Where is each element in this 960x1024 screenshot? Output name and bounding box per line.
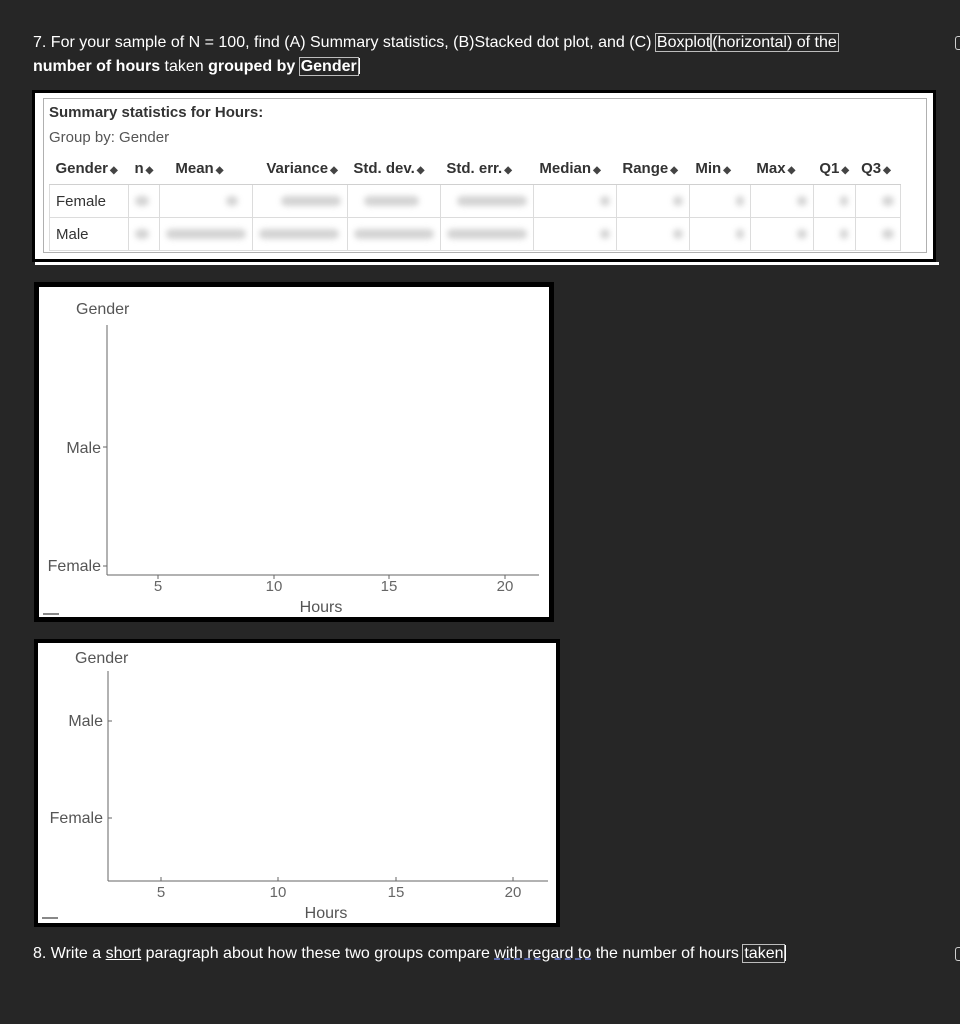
boxplot-panel xyxy=(34,639,560,927)
col-header-range[interactable]: Range ◆ xyxy=(616,152,689,185)
redacted-cell xyxy=(750,218,813,251)
dot-plot-cat-male: Male xyxy=(66,440,101,457)
redacted-cell xyxy=(129,185,160,218)
boxplot-cat-female: Female xyxy=(49,810,103,827)
boxplot-cat-male: Male xyxy=(68,713,103,730)
col-header-max[interactable]: Max ◆ xyxy=(750,152,813,185)
redacted-cell xyxy=(533,218,616,251)
col-header-std-dev[interactable]: Std. dev. ◆ xyxy=(347,152,440,185)
dot-plot-tick-label: 20 xyxy=(496,578,514,595)
dot-plot-tick-label: 15 xyxy=(380,578,398,595)
col-header-gender[interactable]: Gender ◆ xyxy=(50,152,129,185)
redacted-cell xyxy=(440,218,533,251)
boxplot-tick-label: 5 xyxy=(156,884,166,901)
redacted-cell xyxy=(616,185,689,218)
redacted-cell xyxy=(347,185,440,218)
redacted-cell xyxy=(855,185,900,218)
margin-marker-icon xyxy=(955,36,960,50)
sort-icon: ◆ xyxy=(593,164,601,176)
q8-prefix: 8. Write a xyxy=(33,945,106,962)
text-cursor xyxy=(359,58,360,74)
sort-icon: ◆ xyxy=(330,164,338,176)
redacted-cell xyxy=(533,185,616,218)
dot-plot-chart xyxy=(39,287,549,617)
summary-header-row xyxy=(50,152,901,185)
redacted-cell xyxy=(616,218,689,251)
question-8-text xyxy=(33,942,913,966)
sort-icon: ◆ xyxy=(416,164,425,176)
dot-plot-cat-female: Female xyxy=(47,558,101,575)
boxplot-tick-label: 15 xyxy=(387,884,405,901)
question-7-text xyxy=(33,31,913,79)
redacted-cell xyxy=(159,218,252,251)
table-row xyxy=(50,185,901,218)
text-cursor xyxy=(785,945,786,961)
redacted-cell xyxy=(252,185,347,218)
q7-prefix: 7. For your sample of N = 100, find (A) Summary statistics, (B)Stacked dot plot, and (C) xyxy=(33,34,656,51)
margin-marker-icon xyxy=(955,947,960,961)
redacted-cell xyxy=(813,218,855,251)
dot-plot-y-label: Gender xyxy=(76,301,130,318)
row-label: Male xyxy=(50,218,129,251)
redacted-cell xyxy=(689,218,750,251)
boxplot-tick-label: 10 xyxy=(269,884,287,901)
row-label: Female xyxy=(50,185,129,218)
redacted-cell xyxy=(440,185,533,218)
summary-table xyxy=(49,152,901,251)
dot-plot-panel xyxy=(34,282,554,622)
sort-icon: ◆ xyxy=(723,164,731,176)
q7-bold-hours: number of hours xyxy=(33,58,161,75)
summary-statistics-panel xyxy=(32,90,936,262)
col-header-q3[interactable]: Q3 ◆ xyxy=(855,152,900,185)
table-row xyxy=(50,218,901,251)
boxplot-x-label: Hours xyxy=(304,905,348,922)
redacted-cell xyxy=(689,185,750,218)
gender-word: Gender xyxy=(300,58,357,75)
col-header-mean[interactable]: Mean ◆ xyxy=(159,152,252,185)
col-header-q1[interactable]: Q1 ◆ xyxy=(813,152,855,185)
boxplot-tick-label: 20 xyxy=(504,884,522,901)
q7-grouped-by: grouped by xyxy=(208,58,300,75)
summary-table-container xyxy=(43,98,927,253)
col-header-n[interactable]: n ◆ xyxy=(129,152,160,185)
summary-title: Summary statistics for Hours: xyxy=(49,104,264,121)
col-header-median[interactable]: Median ◆ xyxy=(533,152,616,185)
redacted-cell xyxy=(813,185,855,218)
col-header-variance[interactable]: Variance ◆ xyxy=(252,152,347,185)
q8-mid: paragraph about how these two groups compare xyxy=(141,945,495,962)
sort-icon: ◆ xyxy=(110,164,118,176)
sort-icon: ◆ xyxy=(670,164,678,176)
sort-icon: ◆ xyxy=(215,164,224,176)
redacted-cell xyxy=(159,185,252,218)
col-header-std-err[interactable]: Std. err. ◆ xyxy=(440,152,533,185)
redacted-cell xyxy=(252,218,347,251)
boxplot-chart xyxy=(38,643,556,923)
redacted-cell xyxy=(855,218,900,251)
sort-icon: ◆ xyxy=(504,164,512,176)
dot-plot-tick-label: 10 xyxy=(265,578,283,595)
boxplot-word: Boxplot xyxy=(656,34,711,51)
dot-plot-tick-label: 5 xyxy=(153,578,163,595)
sort-icon: ◆ xyxy=(841,164,850,176)
q8-end: the number of hours xyxy=(591,945,744,962)
col-header-min[interactable]: Min ◆ xyxy=(689,152,750,185)
boxplot-y-label: Gender xyxy=(75,650,129,667)
sort-icon: ◆ xyxy=(145,164,154,176)
regard-phrase: with regard to xyxy=(494,945,592,962)
sort-icon: ◆ xyxy=(883,164,891,176)
short-word: short xyxy=(105,945,142,962)
dot-plot-x-label: Hours xyxy=(299,599,343,616)
sort-icon: ◆ xyxy=(787,164,796,176)
q7-after-boxplot: (horizontal) of the xyxy=(712,34,837,51)
summary-group-by: Group by: Gender xyxy=(49,129,170,146)
redacted-cell xyxy=(347,218,440,251)
taken-word: taken xyxy=(744,945,784,962)
q7-taken: taken xyxy=(160,58,209,75)
redacted-cell xyxy=(129,218,160,251)
redacted-cell xyxy=(750,185,813,218)
